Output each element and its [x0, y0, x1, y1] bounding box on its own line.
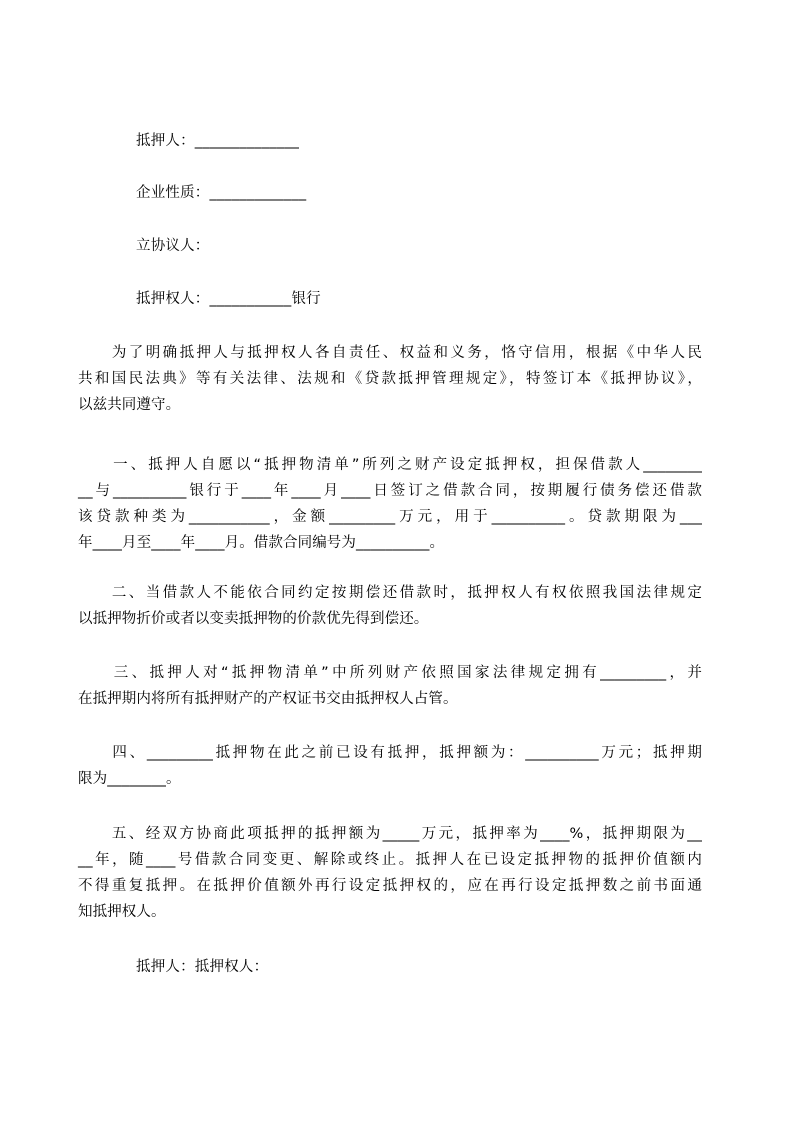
clause-1-paragraph: [78, 452, 702, 556]
preamble-paragraph: [78, 340, 702, 418]
clause-5-line: 不得重复抵押。在抵押价值额外再行设定抵押权的，应在再行设定抵押数之前书面通: [78, 878, 702, 894]
clause-3-line: 在抵押期内将所有抵押财产的产权证书交由抵押权人占管。: [78, 691, 458, 707]
clause-4-paragraph: [78, 740, 702, 792]
signatory-field: 立协议人：: [136, 238, 210, 254]
mortgagor-field: 抵押人：______________: [136, 133, 300, 149]
clause-4-line: 四、_________抵押物在此之前已设有抵押，抵押额为：__________万元；抵押期: [78, 745, 702, 761]
clause-5-line: 五、经双方协商此项抵押的抵押额为_____万元，抵押率为____%，抵押期限为__: [78, 826, 702, 842]
clause-2-line: 以抵押物折价或者以变卖抵押物的价款优先得到偿还。: [78, 611, 429, 627]
signature-line: 抵押人：抵押权人：: [136, 959, 269, 975]
clause-1-line: __与__________银行于____年____月____日签订之借款合同，按期履行债务偿还借款: [78, 483, 702, 499]
preamble-line: 以兹共同遵守。: [78, 397, 181, 413]
clause-5-paragraph: [78, 821, 702, 925]
clause-3-line: 三、抵押人对“抵押物清单”中所列财产依照国家法律规定拥有_________，并: [78, 665, 702, 681]
clause-5-line: 知抵押权人。: [78, 904, 166, 920]
clause-1-line: 该贷款种类为___________，金额_________万元，用于__________。贷款期限为___: [78, 509, 702, 525]
clause-2-line: 二、当借款人不能依合同约定按期偿还借款时，抵押权人有权依照我国法律规定: [78, 585, 702, 601]
clause-5-line: __年，随____号借款合同变更、解除或终止。抵押人在已设定抵押物的抵押价值额内: [78, 852, 702, 868]
clause-3-paragraph: [78, 660, 702, 712]
clause-2-paragraph: [78, 580, 702, 632]
preamble-line: 为了明确抵押人与抵押权人各自责任、权益和义务，恪守信用，根据《中华人民: [78, 345, 702, 361]
mortgagee-field: 抵押权人：___________银行: [136, 291, 321, 307]
preamble-line: 共和国民法典》等有关法律、法规和《贷款抵押管理规定》，特签订本《抵押协议》，: [78, 371, 702, 387]
clause-1-line: 一、抵押人自愿以“抵押物清单”所列之财产设定抵押权，担保借款人________: [78, 457, 702, 473]
enterprise-nature-field: 企业性质：_____________: [136, 185, 307, 201]
clause-4-line: 限为________。: [78, 771, 181, 787]
clause-1-line: 年____月至____年____月。借款合同编号为__________。: [78, 535, 445, 551]
